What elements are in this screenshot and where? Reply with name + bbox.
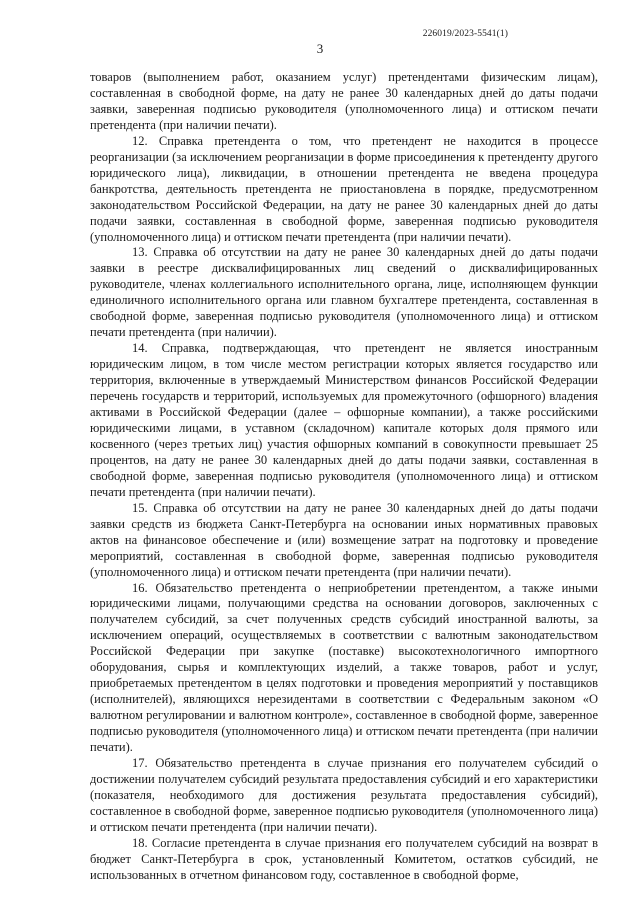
paragraph-item-12: 12. Справка претендента о том, что претендент не находится в процессе реорганизации (за исключением реорганизации в форме присоединения к претенденту другого юридического лица), ликвидации, в отношении претендента не введена процедура банкротства, деятельность претендента не приостановлена в порядке, предусмотренном законодательством Российской Федерации, на дату не ранее 30 календарных дней до даты подачи заявки, составленная в свободной форме, заверенная подписью руководителя (уполномоченного лица) и оттиском печати претендента (при наличии печати). [90,133,598,244]
paragraph-continuation: товаров (выполнением работ, оказанием услуг) претендентами физическим лицам), составленная в свободной форме, на дату не ранее 30 календарных дней до даты подачи заявки, заверенная подписью руководителя (уполномоченного лица) и оттиском печати претендента (при наличии печати). [90,70,598,132]
document-body [90,70,598,884]
page-number: 3 [316,41,324,56]
paragraph-item-15: 15. Справка об отсутствии на дату не ранее 30 календарных дней до даты подачи заявки средств из бюджета Санкт-Петербурга на основании иных нормативных правовых актов на финансовое обеспечение и (или) возмещение затрат на подготовку и проведение мероприятий, составленная в свободной форме, заверенная подписью руководителя (уполномоченного лица) и оттиском печати претендента (при наличии печати). [90,500,598,579]
paragraph-item-16: 16. Обязательство претендента о неприобретении претендентом, а также иными юридическими лицами, получающими средства на основании договоров, заключенных с получателем субсидий, за счет полученных средств субсидий иностранной валюты, за исключением операций, осуществляемых в соответствии с валютным законодательством Российской Федерации при закупке (поставке) высокотехнологичного импортного оборудования, сырья и комплектующих изделий, а также товаров, работ и услуг, приобретаемых претендентом в целях подготовки и проведения мероприятий у поставщиков (исполнителей), являющихся нерезидентами в соответствии с Федеральным законом «О валютном регулировании и валютном контроле», составленное в свободной форме, заверенное подписью руководителя (уполномоченного лица) и оттиском печати претендента (при наличии печати). [90,580,598,755]
paragraph-item-18: 18. Согласие претендента в случае признания его получателем субсидий на возврат в бюджет Санкт-Петербурга в срок, установленный Комитетом, остатков субсидий, не использованных в отчетном финансовом году, составленное в свободной форме, [90,835,598,882]
paragraph-item-14: 14. Справка, подтверждающая, что претендент не является иностранным юридическим лицом, в том числе местом регистрации которых является государство или территория, включенные в утверждаемый Министерством финансов Российской Федерации перечень государств и территорий, используемых для промежуточного (офшорного) владения активами в Российской Федерации (далее – офшорные компании), а также российскими юридическими лицами, в уставном (складочном) капитале которых доля прямого или косвенного (через третьих лиц) участия офшорных компаний в совокупности превышает 25 процентов, на дату не ранее 30 календарных дней до даты подачи заявки, составленная в свободной форме, заверенная подписью руководителя (уполномоченного лица) и оттиском печати претендента (при наличии печати). [90,341,598,499]
document-id: 226019/2023-5541(1) [422,29,508,39]
paragraph-item-17: 17. Обязательство претендента в случае признания его получателем субсидий о достижении получателем субсидий результата предоставления субсидий и его характеристики (показателя, необходимого для достижения результата предоставления субсидий), составленное в свободной форме, заверенное подписью руководителя (уполномоченного лица) и оттиском печати претендента (при наличии печати). [90,755,598,834]
paragraph-item-13: 13. Справка об отсутствии на дату не ранее 30 календарных дней до даты подачи заявки в реестре дисквалифицированных лиц сведений о дисквалифицированных руководителе, членах коллегиального исполнительного органа, лице, исполняющем функции единоличного исполнительного органа или главном бухгалтере претендента, составленная в свободной форме, заверенная подписью руководителя (уполномоченного лица) и оттиском печати претендента (при наличии). [90,245,598,340]
